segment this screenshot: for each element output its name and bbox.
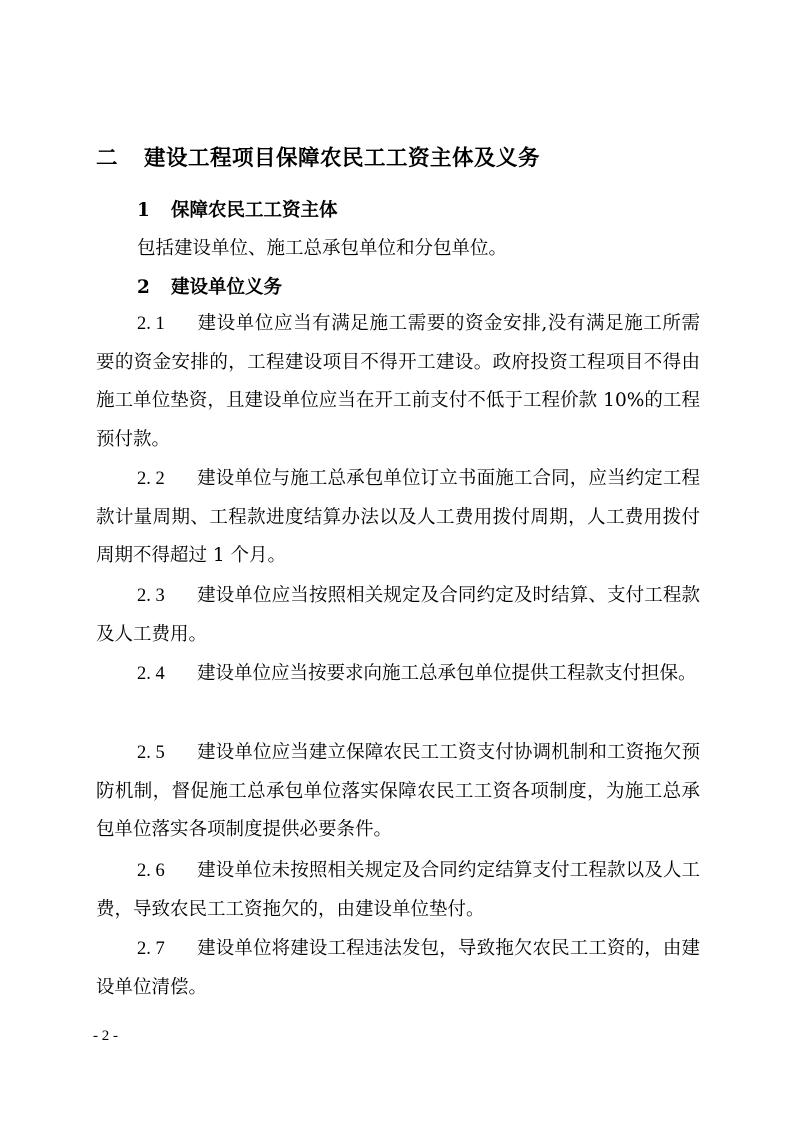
clause-text: 建设单位应当建立保障农民工工资支付协调机制和工资拖欠预防机制，督促施工总承包单位落实保障农民工工资各项制度，为施工总承包单位落实各项制度提供必要条件。 [96,742,700,840]
clause-paragraph [96,460,700,576]
clause-paragraph [96,655,700,694]
clause-paragraph [96,734,700,850]
clause-label: 2. 3 [137,586,165,606]
clause-text: 建设单位应当按要求向施工总承包单位提供工程款支付担保。 [197,663,697,684]
clause-label: 2. 2 [137,469,165,489]
clause-text: 建设单位与施工总承包单位订立书面施工合同，应当约定工程款计量周期、工程款进度结算办法以及人工费用拨付周期，人工费用拨付周期不得超过 1 个月。 [96,468,700,566]
clause-paragraph [96,305,700,459]
clause-label: 2. 1 [137,314,165,334]
clause-paragraph [96,930,700,1007]
clause-paragraph [96,577,700,654]
clause-text: 建设单位应当有满足施工需要的资金安排,没有满足施工所需要的资金安排的，工程建设项目不得开工建设。政府投资工程项目不得由施工单位垫资，且建设单位应当在开工前支付不低于工程价款 10%的工程预付款。 [96,313,700,450]
section-heading [96,141,540,172]
section-title: 建设工程项目保障农民工工资主体及义务 [144,146,541,171]
clause-text: 建设单位将建设工程违法发包，导致拖欠农民工工资的，由建设单位清偿。 [96,938,700,998]
subsection-body-1: 包括建设单位、施工总承包单位和分包单位。 [137,238,508,259]
clause-text: 建设单位未按照相关规定及合同约定结算支付工程款以及人工费，导致农民工工资拖欠的，由建设单位垫付。 [96,860,700,920]
subsection-heading-1 [137,196,338,222]
clause-label: 2. 6 [137,861,165,881]
clause-text: 建设单位应当按照相关规定及合同约定及时结算、支付工程款及人工费用。 [96,585,700,645]
subsection-heading-2 [137,273,282,299]
clause-label: 2. 7 [137,939,165,959]
page-number: - 2 - [93,1028,118,1044]
subsection-number: 2 [137,277,150,298]
clause-label: 2. 5 [137,743,165,763]
clause-label: 2. 4 [137,664,165,684]
subsection-title: 保障农民工工资主体 [171,200,338,221]
subsection-number: 1 [137,200,150,221]
subsection-title: 建设单位义务 [171,277,283,298]
clause-paragraph [96,852,700,929]
section-number: 二 [96,146,119,171]
